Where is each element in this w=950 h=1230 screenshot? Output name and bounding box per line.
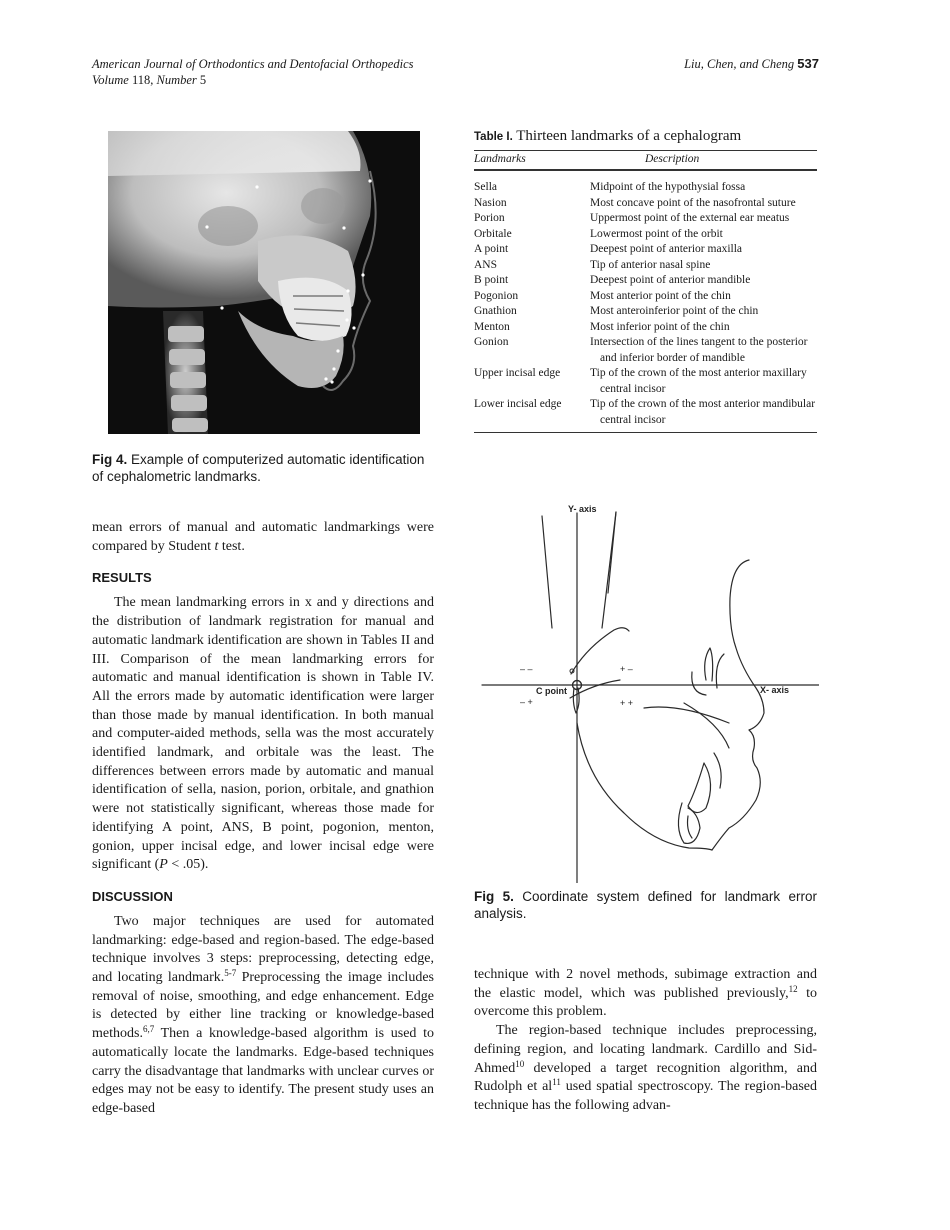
journal-title: American Journal of Orthodontics and Dentofacial Orthopedics	[92, 57, 414, 71]
table-row	[474, 211, 817, 227]
landmark-name: Menton	[474, 320, 510, 333]
authors: Liu, Chen, and Cheng	[684, 57, 795, 71]
citation-superscript: 5-7	[224, 968, 237, 979]
table-title	[474, 128, 817, 145]
table-row	[474, 227, 817, 243]
page-number: 537	[797, 56, 819, 71]
column-header-description: Description	[590, 151, 817, 171]
volume-line	[92, 72, 414, 88]
landmark-name: B point	[474, 274, 509, 286]
x-axis-label: X- axis	[760, 685, 790, 695]
running-header-authors	[684, 56, 819, 72]
citation-superscript: 12	[788, 983, 798, 994]
table-row	[474, 196, 817, 212]
intro-paragraph	[92, 519, 434, 556]
discussion-text-a: Two major techniques are used for automated landmarking: edge-based and region-based. The edge-based technique involves 3 steps: preprocessing, detecting edge, and locating landmark.	[92, 913, 434, 986]
number-prefix: Number	[156, 73, 197, 87]
landmark-description: Deepest point of anterior maxilla	[590, 243, 743, 255]
landmark-description: Midpoint of the hypothysial fossa	[590, 181, 746, 193]
table-row	[474, 258, 817, 274]
landmark-description: Deepest point of anterior mandible	[590, 274, 751, 286]
origin-label: C point	[536, 686, 567, 696]
cephalogram-xray-image	[108, 131, 420, 434]
table-landmarks	[474, 128, 817, 433]
column-header-landmarks: Landmarks	[474, 151, 590, 171]
right-p1-text-a: technique with 2 novel methods, subimage extraction and the elastic model, which was published previously,	[474, 967, 817, 1001]
right-p2-text-b: developed a target recognition algorithm, and Rudolph et al	[474, 1060, 817, 1095]
table-row	[474, 170, 817, 196]
results-p-italic: P	[159, 857, 168, 873]
right-paragraph-2	[474, 1022, 817, 1116]
quadrant-lower-right: + +	[620, 698, 634, 708]
fig5-caption-text: Coordinate system defined for landmark error analysis.	[474, 889, 817, 921]
table-label: Table I.	[474, 131, 513, 143]
landmark-name: Nasion	[474, 196, 507, 209]
citation-superscript: 10	[515, 1058, 525, 1069]
landmark-description: Intersection of the lines tangent to the posterior and inferior border of mandible	[590, 336, 808, 364]
landmark-name: Porion	[474, 212, 505, 224]
landmark-name: Gnathion	[474, 305, 517, 317]
fig4-label: Fig 4.	[92, 452, 128, 467]
volume-number: 118,	[131, 73, 154, 87]
right-column-text	[474, 966, 817, 1116]
intro-text: mean errors of manual and automatic landmarkings were compared by Student	[92, 520, 434, 554]
quadrant-upper-right: + –	[620, 664, 633, 674]
landmark-description: Most inferior point of the chin	[590, 320, 730, 333]
discussion-paragraph	[92, 913, 434, 1119]
landmark-description: Tip of anterior nasal spine	[590, 258, 711, 271]
table-row	[474, 242, 817, 258]
fig5-caption	[474, 888, 817, 922]
discussion-heading: DISCUSSION	[92, 888, 173, 904]
landmark-name: A point	[474, 243, 509, 255]
table-row	[474, 335, 817, 366]
table-row	[474, 320, 817, 336]
table-row	[474, 366, 817, 397]
landmark-description: Uppermost point of the external ear meatus	[590, 212, 790, 224]
discussion-text-c: Then a knowledge-based algorithm is used to automatically locate the landmarks. Edge-based techniques carry the disadvantage that landmarks with unclear curves or edges may not be easy to identify. The present study uses an edge-based	[92, 1026, 434, 1116]
landmark-description: Tip of the crown of the most anterior maxillary central incisor	[590, 367, 807, 395]
fig5-label: Fig 5.	[474, 889, 514, 904]
landmark-description: Lowermost point of the orbit	[590, 227, 723, 240]
left-column-text	[92, 519, 434, 1119]
quadrant-lower-left: – +	[520, 697, 533, 707]
results-text-end: < .05).	[167, 857, 209, 873]
fig4-caption-text: Example of computerized automatic identification of cephalometric landmarks.	[92, 452, 425, 484]
ear-rod-line-inner	[608, 512, 616, 593]
table-row	[474, 273, 817, 289]
citation-superscript: 6,7	[142, 1024, 155, 1035]
landmark-name: Lower incisal edge	[474, 397, 590, 433]
intro-t-italic: t	[214, 538, 219, 554]
discussion-text-b: Preprocessing the image includes removal of noise, smoothing, and edge enhancement. Edge is detected by either line tracking or knowledge-based methods.	[92, 970, 434, 1042]
right-p2-text-c: used spatial spectroscopy. The region-based technique has the following advan-	[474, 1079, 817, 1113]
landmarks-table	[474, 150, 817, 433]
table-title-text: Thirteen landmarks of a cephalogram	[516, 128, 742, 144]
landmark-description: Most anterior point of the chin	[590, 289, 731, 302]
table-row	[474, 304, 817, 320]
landmark-description: Most anteroinferior point of the chin	[590, 305, 759, 317]
landmark-name: Pogonion	[474, 289, 519, 302]
table-row	[474, 397, 817, 433]
right-p1-text-b: to overcome this problem.	[474, 985, 818, 1020]
intro-text-end: test.	[221, 538, 245, 554]
table-header-row	[474, 151, 817, 171]
results-heading: RESULTS	[92, 570, 152, 586]
y-axis-label: Y- axis	[568, 504, 597, 514]
issue-number: 5	[199, 73, 207, 87]
ear-rod-line-left	[542, 516, 552, 628]
volume-prefix: Volume	[92, 73, 129, 87]
citation-superscript: 11	[552, 1077, 561, 1088]
landmark-name: Upper incisal edge	[474, 367, 561, 379]
results-paragraph	[92, 594, 434, 875]
right-paragraph-1	[474, 966, 817, 1022]
running-header-journal	[92, 56, 414, 88]
fig4-caption	[92, 451, 438, 485]
landmark-description: Tip of the crown of the most anterior mandibular central incisor	[590, 397, 817, 433]
landmark-name: Orbitale	[474, 227, 512, 240]
landmark-description: Most concave point of the nasofrontal suture	[590, 196, 796, 209]
coordinate-system-diagram	[474, 498, 819, 883]
quadrant-upper-left: – –	[520, 664, 533, 674]
right-p2-text-a: The region-based technique includes preprocessing, defining region, and locating landmark. Cardillo and Sid-Ahmed	[474, 1023, 817, 1076]
landmark-name: Sella	[474, 181, 497, 193]
landmark-name: Gonion	[474, 336, 509, 348]
landmark-name: ANS	[474, 258, 498, 271]
table-row	[474, 289, 817, 305]
results-text: The mean landmarking errors in x and y directions and the distribution of landmark registration for manual and automatic landmark identification are shown in Tables II and III. Comparison of the mean landmarking errors for automatic and manual identification is shown in Table IV. All the errors made by automatic identification were larger than those made by manual identification. In both manual and computer-aided methods, sella was the most accurately identified landmark, and orbitale was the least. The differences between errors made by automatic and manual identification of sella, nasion, porion, orbitale, and gnathion were not statistically significant, whereas those made for identifying A point, ANS, B point, pogonion, menton, gonion, upper incisal edge, and lower incisal edge were significant (	[92, 595, 434, 873]
